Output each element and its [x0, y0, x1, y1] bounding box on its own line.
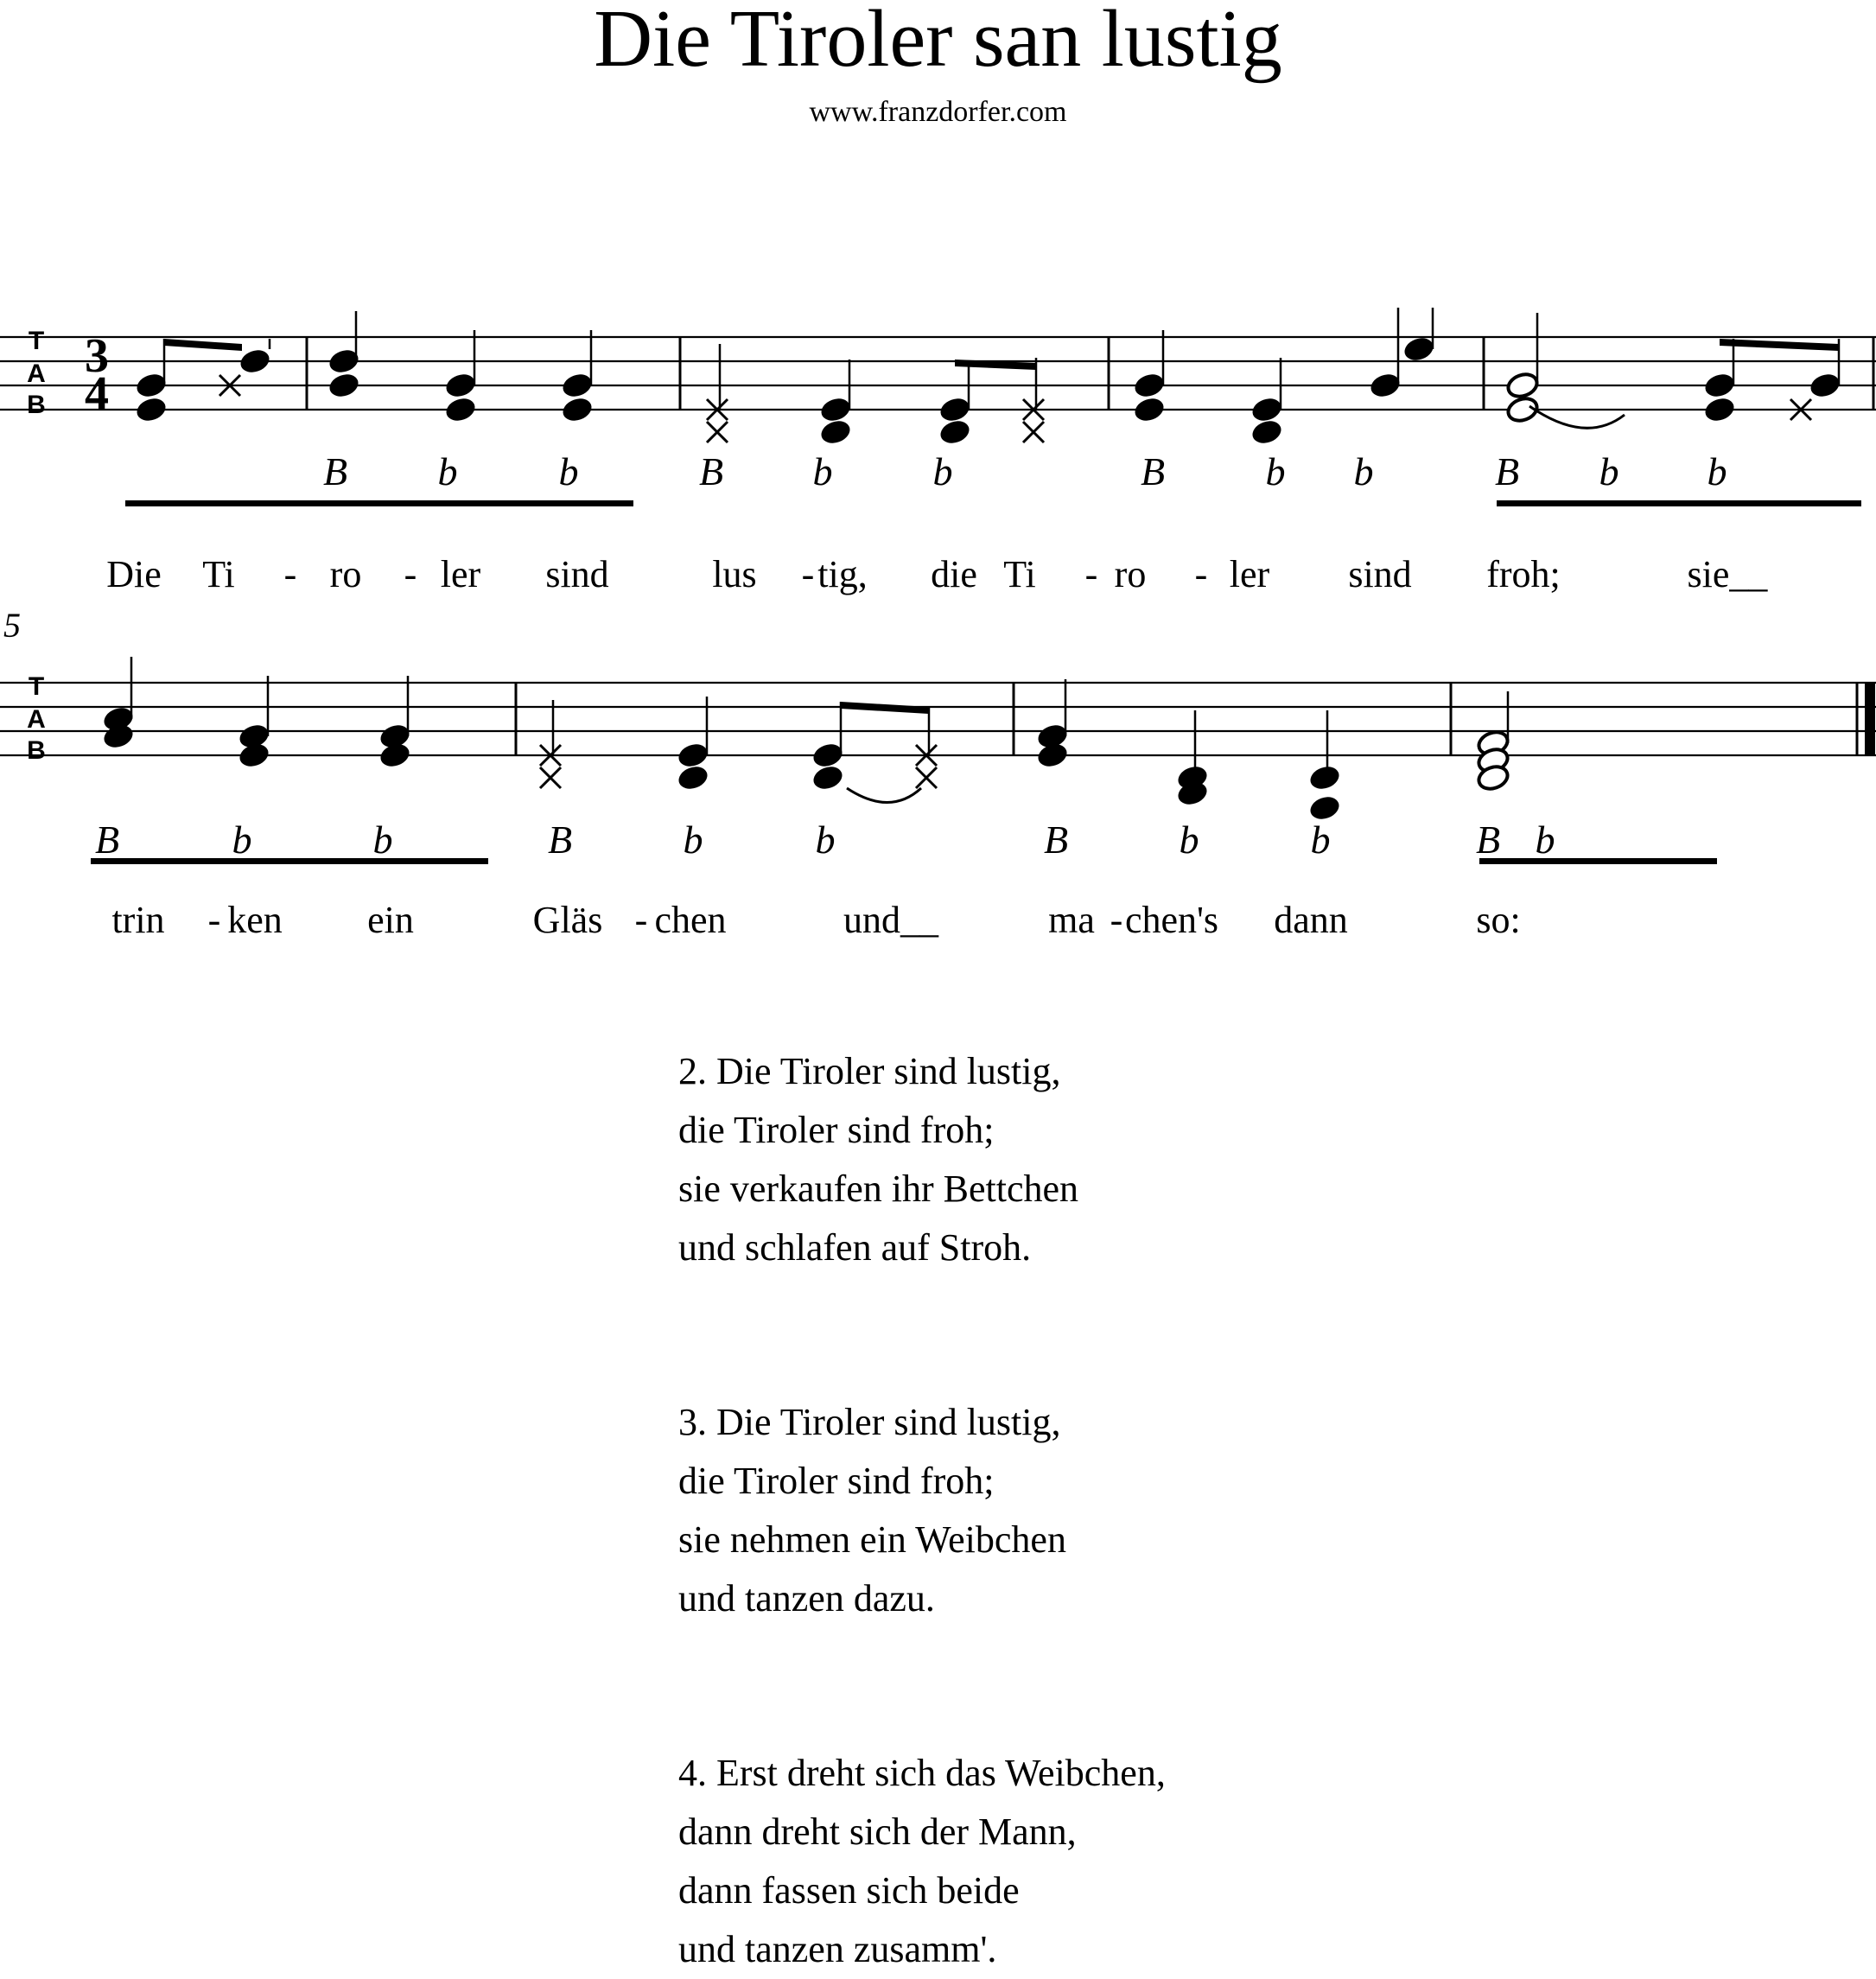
system-1-barlines	[307, 337, 1873, 410]
lyric-syllable: ro	[1114, 553, 1147, 595]
lyric-syllable: ro	[329, 553, 362, 595]
clef-letter: B	[27, 736, 46, 765]
lyric-syllable: ma	[1048, 899, 1095, 941]
lyric-syllable: sie__	[1687, 553, 1768, 595]
verse-line: und tanzen dazu.	[678, 1577, 935, 1619]
lyric-syllable: so:	[1476, 899, 1521, 941]
verse-line: dann dreht sich der Mann,	[678, 1810, 1077, 1853]
note-head	[1132, 395, 1167, 424]
bass-marker: B	[1494, 449, 1520, 493]
tab-clef-1	[27, 327, 46, 419]
bass-marker: B	[698, 449, 724, 493]
lyric-syllable: Die	[106, 553, 162, 595]
lyric-syllable: lus	[712, 553, 757, 595]
note-head	[1132, 371, 1167, 400]
verse-line: sie nehmen ein Weibchen	[678, 1518, 1066, 1561]
lyric-syllable: ken	[227, 899, 283, 941]
bass-marker: b	[683, 818, 703, 862]
verse-4	[678, 1744, 1166, 1979]
note-head	[443, 395, 478, 424]
lyric-syllable: -	[404, 553, 417, 595]
note-beam	[1720, 339, 1839, 351]
lyric-syllable: -	[207, 899, 221, 941]
dead-note-x	[1023, 422, 1044, 442]
note-head	[676, 741, 710, 770]
bass-marker: B	[1140, 449, 1166, 493]
lyric-syllable: -	[1194, 553, 1208, 595]
bass-marker: b	[932, 449, 953, 493]
lyric-syllable: die	[931, 553, 977, 595]
note-head	[1307, 763, 1342, 792]
bass-marker: b	[812, 449, 833, 493]
verse-line: 2. Die Tiroler sind lustig,	[678, 1050, 1061, 1092]
note-head	[327, 371, 361, 400]
dead-note-x	[540, 767, 561, 788]
tab-clef-2	[27, 672, 46, 765]
bass-marker: b	[372, 818, 393, 862]
bass-marker: b	[1310, 818, 1331, 862]
system-2-barlines	[516, 683, 1857, 755]
verse-line: 3. Die Tiroler sind lustig,	[678, 1401, 1061, 1443]
bass-marker: b	[558, 449, 579, 493]
note-head	[1402, 334, 1436, 364]
note-head	[818, 417, 853, 447]
note-head	[1250, 395, 1284, 424]
half-note-head	[1505, 371, 1540, 400]
final-barline	[1865, 683, 1875, 755]
bass-marker: b	[437, 449, 458, 493]
bass-marker: b	[1179, 818, 1199, 862]
lyric-syllable: ler	[1229, 553, 1270, 595]
verse-line: und tanzen zusamm'.	[678, 1928, 997, 1970]
note-head	[1702, 371, 1737, 400]
verse-line: und schlafen auf Stroh.	[678, 1226, 1032, 1269]
clef-letter: B	[27, 391, 46, 419]
lyric-syllable: trin	[111, 899, 165, 941]
lyric-syllable: -	[1084, 553, 1098, 595]
note-head	[1035, 741, 1070, 770]
bass-marker: b	[1707, 449, 1727, 493]
lyric-syllable: ein	[367, 899, 414, 941]
lyric-syllable: dann	[1274, 899, 1348, 941]
verse-line: dann fassen sich beide	[678, 1869, 1020, 1912]
bass-marker: b	[1535, 818, 1555, 862]
note-head	[560, 371, 595, 400]
verse-line: 4. Erst dreht sich das Weibchen,	[678, 1752, 1166, 1794]
lyric-syllable: tig,	[817, 553, 868, 595]
note-head	[938, 417, 972, 447]
lyric-syllable: Ti	[1003, 553, 1036, 595]
lyric-syllable: sind	[545, 553, 609, 595]
bass-marker: b	[1265, 449, 1286, 493]
bass-marker: B	[1475, 818, 1501, 862]
verse-2	[678, 1042, 1078, 1277]
system-1-staff	[0, 337, 1876, 410]
note-head	[818, 395, 853, 424]
lyric-syllable: -	[634, 899, 648, 941]
lyric-syllable: -	[801, 553, 815, 595]
note-head	[1808, 371, 1842, 400]
lyric-syllable: Ti	[202, 553, 235, 595]
note-beam	[841, 702, 929, 714]
note-head	[811, 763, 845, 792]
dead-note-x	[707, 422, 728, 442]
bass-marker: B	[322, 449, 348, 493]
note-head	[237, 741, 271, 770]
clef-letter: A	[27, 360, 46, 388]
note-head	[938, 395, 972, 424]
clef-letter: T	[28, 672, 45, 701]
page-title: Die Tiroler san lustig	[594, 0, 1282, 84]
bass-marker: B	[1043, 818, 1069, 862]
lyric-syllable: sind	[1348, 553, 1412, 595]
bass-marker: b	[815, 818, 836, 862]
verse-line: die Tiroler sind froh;	[678, 1460, 995, 1502]
verse-line: sie verkaufen ihr Bettchen	[678, 1168, 1079, 1210]
lyric-syllable: und__	[843, 899, 938, 941]
time-signature-bottom: 4	[85, 367, 109, 421]
bass-marker: b	[1599, 449, 1619, 493]
note-head	[676, 763, 710, 792]
note-head	[443, 371, 478, 400]
measure-number: 5	[3, 606, 21, 645]
note-head	[134, 395, 169, 424]
system-2-staff	[0, 683, 1876, 755]
lyric-syllable: -	[283, 553, 297, 595]
note-head	[1250, 417, 1284, 447]
bass-marker: b	[232, 818, 252, 862]
time-signature-top: 3	[85, 329, 109, 383]
time-signature	[85, 329, 109, 421]
verse-line: die Tiroler sind froh;	[678, 1109, 995, 1151]
lyric-syllable: chen's	[1124, 899, 1219, 941]
bass-marker: B	[547, 818, 573, 862]
bass-marker: B	[94, 818, 120, 862]
clef-letter: T	[28, 327, 45, 355]
verse-3	[678, 1393, 1066, 1628]
tie-slur	[847, 788, 921, 803]
note-head	[378, 741, 412, 770]
bass-marker: b	[1353, 449, 1374, 493]
website-url: www.franzdorfer.com	[809, 96, 1067, 128]
lyric-syllable: ler	[440, 553, 481, 595]
clef-letter: A	[27, 705, 46, 734]
lyric-syllable: Gläs	[532, 899, 603, 941]
note-beam	[164, 339, 242, 351]
note-head	[238, 347, 272, 376]
note-head	[560, 395, 595, 424]
lyric-syllable: chen	[654, 899, 727, 941]
lyric-syllable: -	[1110, 899, 1123, 941]
lyric-syllable: froh;	[1486, 553, 1561, 595]
dead-note-x	[916, 767, 937, 788]
note-head	[1702, 395, 1737, 424]
